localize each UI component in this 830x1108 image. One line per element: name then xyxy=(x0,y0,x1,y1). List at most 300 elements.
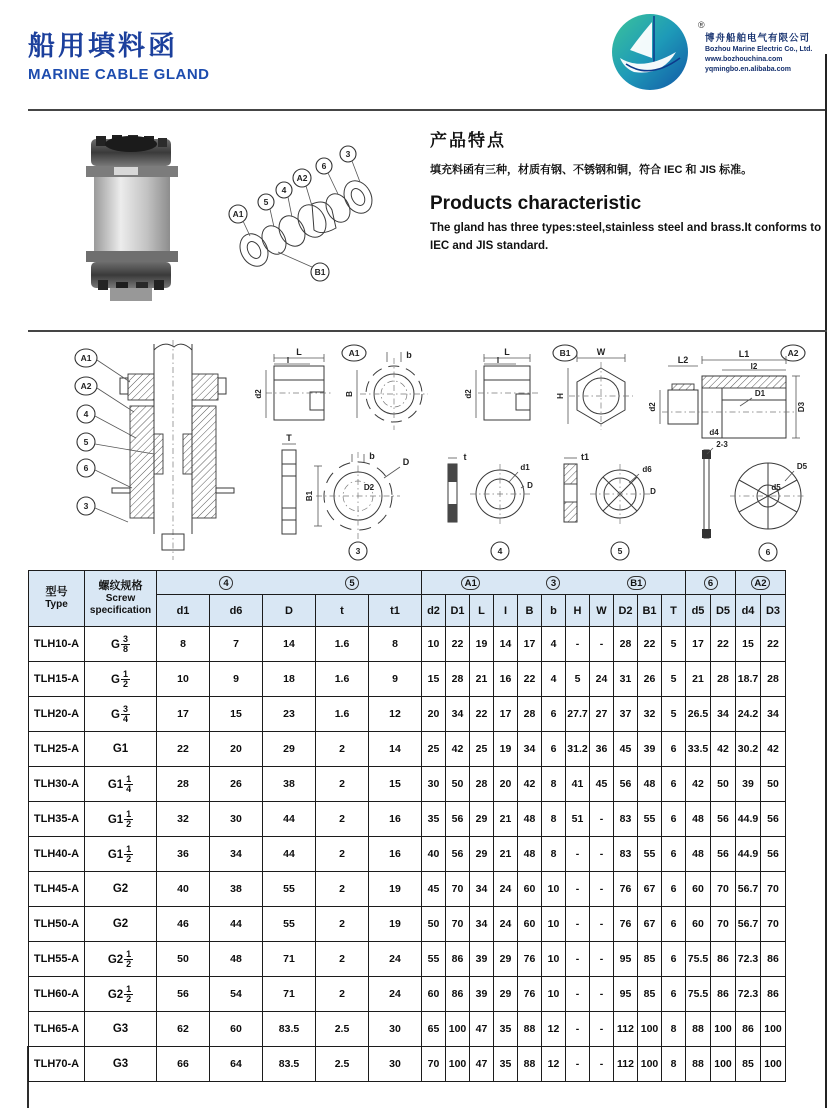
value-cell: 9 xyxy=(369,662,422,697)
type-cell: TLH40-A xyxy=(29,837,85,872)
value-cell: 70 xyxy=(446,872,470,907)
value-cell: 6 xyxy=(662,872,686,907)
value-cell: 28 xyxy=(711,662,736,697)
value-cell: 32 xyxy=(157,802,210,837)
screw-spec-cell: G1 $\frac{1}{2}$ xyxy=(85,802,157,837)
value-cell: 19 xyxy=(369,907,422,942)
type-cell: TLH55-A xyxy=(29,942,85,977)
value-cell: 85 xyxy=(736,1047,761,1082)
value-cell: - xyxy=(566,977,590,1012)
value-cell: - xyxy=(566,942,590,977)
value-cell: 44.9 xyxy=(736,802,761,837)
value-cell: 34 xyxy=(518,732,542,767)
value-cell: 70 xyxy=(711,872,736,907)
column-header: d6 xyxy=(210,595,263,627)
table-row xyxy=(29,837,786,872)
value-cell: 88 xyxy=(686,1047,711,1082)
value-cell: 24 xyxy=(369,977,422,1012)
value-cell: 88 xyxy=(518,1012,542,1047)
product-photo xyxy=(84,134,180,304)
svg-text:H: H xyxy=(556,393,565,399)
column-group-header xyxy=(422,571,686,595)
type-cell: TLH10-A xyxy=(29,627,85,662)
value-cell: 20 xyxy=(210,732,263,767)
value-cell: 6 xyxy=(542,732,566,767)
value-cell: 48 xyxy=(686,837,711,872)
svg-text:5: 5 xyxy=(83,437,89,447)
spec-table-wrap xyxy=(28,570,786,1082)
value-cell: 21 xyxy=(470,662,494,697)
value-cell: 16 xyxy=(494,662,518,697)
svg-text:6: 6 xyxy=(765,547,771,557)
value-cell: 50 xyxy=(711,767,736,802)
svg-text:t: t xyxy=(463,452,467,462)
value-cell: 6 xyxy=(662,837,686,872)
type-cell: TLH35-A xyxy=(29,802,85,837)
svg-text:d6: d6 xyxy=(642,465,652,474)
value-cell: 56 xyxy=(711,837,736,872)
value-cell: 12 xyxy=(369,697,422,732)
value-cell: 23 xyxy=(263,697,316,732)
value-cell: 38 xyxy=(210,872,263,907)
value-cell: 29 xyxy=(494,977,518,1012)
value-cell: 20 xyxy=(494,767,518,802)
value-cell: 10 xyxy=(422,627,446,662)
svg-text:d2: d2 xyxy=(648,402,657,412)
table-row xyxy=(29,732,786,767)
value-cell: 56 xyxy=(614,767,638,802)
value-cell: 8 xyxy=(662,1047,686,1082)
value-cell: 4 xyxy=(542,627,566,662)
features-body-en: The gland has three types:steel,stainless steel and brass.It conforms to IEC and JIS standard. xyxy=(430,222,822,252)
svg-text:B1: B1 xyxy=(305,490,314,502)
value-cell: 67 xyxy=(638,907,662,942)
exploded-callouts xyxy=(229,146,360,281)
value-cell: 36 xyxy=(590,732,614,767)
value-cell: 44.9 xyxy=(736,837,761,872)
column-group-header xyxy=(736,571,786,595)
value-cell: 56 xyxy=(157,977,210,1012)
value-cell: - xyxy=(590,1012,614,1047)
value-cell: 28 xyxy=(446,662,470,697)
svg-text:I: I xyxy=(496,356,500,365)
svg-text:D1: D1 xyxy=(754,389,766,398)
screw-spec-cell: G2 xyxy=(85,907,157,942)
value-cell: 2 xyxy=(316,872,369,907)
value-cell: 29 xyxy=(470,802,494,837)
svg-text:3: 3 xyxy=(345,149,351,159)
value-cell: 30 xyxy=(369,1047,422,1082)
value-cell: 28 xyxy=(470,767,494,802)
value-cell: 86 xyxy=(711,977,736,1012)
svg-text:A2: A2 xyxy=(296,173,308,183)
value-cell: 8 xyxy=(157,627,210,662)
value-cell: 16 xyxy=(369,802,422,837)
features-heading-en: Products characteristic xyxy=(430,193,642,214)
value-cell: 55 xyxy=(263,907,316,942)
value-cell: 42 xyxy=(446,732,470,767)
value-cell: 44 xyxy=(210,907,263,942)
table-row xyxy=(29,872,786,907)
svg-text:A1: A1 xyxy=(348,348,360,358)
value-cell: 34 xyxy=(470,872,494,907)
value-cell: 76 xyxy=(518,942,542,977)
company-info xyxy=(705,30,812,98)
group-badge: 3 xyxy=(546,576,560,590)
value-cell: 22 xyxy=(157,732,210,767)
svg-text:5: 5 xyxy=(617,546,623,556)
value-cell: 56.7 xyxy=(736,907,761,942)
value-cell: 17 xyxy=(686,627,711,662)
value-cell: 83 xyxy=(614,802,638,837)
company-name-zh: 博舟船舶电气有限公司 xyxy=(705,33,811,44)
value-cell: 10 xyxy=(542,942,566,977)
value-cell: 100 xyxy=(761,1047,786,1082)
value-cell: 44 xyxy=(263,802,316,837)
value-cell: 72.3 xyxy=(736,942,761,977)
value-cell: 6 xyxy=(662,767,686,802)
value-cell: 56.7 xyxy=(736,872,761,907)
value-cell: 55 xyxy=(263,872,316,907)
value-cell: 75.5 xyxy=(686,942,711,977)
value-cell: 34 xyxy=(711,697,736,732)
svg-text:d4: d4 xyxy=(709,428,719,437)
value-cell: 56 xyxy=(711,802,736,837)
value-cell: 10 xyxy=(542,907,566,942)
value-cell: 32 xyxy=(638,697,662,732)
value-cell: 76 xyxy=(518,977,542,1012)
value-cell: 2 xyxy=(316,977,369,1012)
value-cell: 100 xyxy=(446,1012,470,1047)
value-cell: 14 xyxy=(494,627,518,662)
value-cell: 8 xyxy=(369,627,422,662)
value-cell: - xyxy=(566,627,590,662)
value-cell: 24 xyxy=(494,907,518,942)
svg-text:L1: L1 xyxy=(738,349,750,359)
value-cell: 12 xyxy=(542,1047,566,1082)
column-header: D3 xyxy=(761,595,786,627)
value-cell: 55 xyxy=(638,837,662,872)
type-cell: TLH20-A xyxy=(29,697,85,732)
value-cell: 19 xyxy=(470,627,494,662)
svg-text:A2: A2 xyxy=(80,381,92,391)
value-cell: 39 xyxy=(470,942,494,977)
value-cell: 55 xyxy=(422,942,446,977)
value-cell: 71 xyxy=(263,977,316,1012)
value-cell: 30.2 xyxy=(736,732,761,767)
svg-text:d5: d5 xyxy=(771,483,781,492)
value-cell: - xyxy=(590,802,614,837)
value-cell: 60 xyxy=(518,907,542,942)
type-header-zh: 型号 xyxy=(45,585,68,598)
value-cell: 19 xyxy=(494,732,518,767)
value-cell: 10 xyxy=(542,872,566,907)
value-cell: 26 xyxy=(210,767,263,802)
type-cell: TLH70-A xyxy=(29,1047,85,1082)
value-cell: - xyxy=(566,872,590,907)
column-header: d5 xyxy=(686,595,711,627)
diagram-5 xyxy=(564,452,656,560)
column-header: B xyxy=(518,595,542,627)
value-cell: 60 xyxy=(686,907,711,942)
value-cell: 70 xyxy=(446,907,470,942)
value-cell: - xyxy=(590,942,614,977)
table-group-row xyxy=(29,571,786,595)
value-cell: 29 xyxy=(263,732,316,767)
svg-text:A2: A2 xyxy=(787,348,799,358)
value-cell: 31.2 xyxy=(566,732,590,767)
screw-spec-cell: G3 xyxy=(85,1047,157,1082)
page-title-en: MARINE CABLE GLAND xyxy=(28,66,210,83)
value-cell: 28 xyxy=(157,767,210,802)
value-cell: - xyxy=(590,907,614,942)
screw-spec-cell: G3 xyxy=(85,1012,157,1047)
value-cell: 5 xyxy=(566,662,590,697)
value-cell: 2 xyxy=(316,907,369,942)
value-cell: 22 xyxy=(446,627,470,662)
exploded-view-diagram xyxy=(226,140,402,296)
value-cell: 100 xyxy=(761,1012,786,1047)
column-header: D xyxy=(263,595,316,627)
value-cell: 48 xyxy=(518,802,542,837)
value-cell: 2.5 xyxy=(316,1047,369,1082)
value-cell: 4 xyxy=(542,662,566,697)
type-cell: TLH50-A xyxy=(29,907,85,942)
value-cell: 85 xyxy=(638,977,662,1012)
screw-header-en1: Screw xyxy=(105,593,136,605)
value-cell: 48 xyxy=(210,942,263,977)
svg-text:D: D xyxy=(650,487,656,496)
value-cell: 86 xyxy=(736,1012,761,1047)
value-cell: 17 xyxy=(494,697,518,732)
value-cell: 100 xyxy=(711,1047,736,1082)
value-cell: 66 xyxy=(157,1047,210,1082)
value-cell: 18.7 xyxy=(736,662,761,697)
svg-text:B1: B1 xyxy=(314,267,326,277)
diagram-a1 xyxy=(254,345,428,430)
diagram-3 xyxy=(282,433,410,560)
svg-text:L2: L2 xyxy=(677,355,689,365)
value-cell: 56 xyxy=(761,802,786,837)
svg-text:d1: d1 xyxy=(520,463,530,472)
group-badge: A2 xyxy=(751,576,770,590)
type-cell: TLH30-A xyxy=(29,767,85,802)
value-cell: 60 xyxy=(518,872,542,907)
registered-trademark: ® xyxy=(698,20,705,30)
column-header: T xyxy=(662,595,686,627)
type-cell: TLH65-A xyxy=(29,1012,85,1047)
section-divider xyxy=(28,330,827,332)
svg-text:6: 6 xyxy=(321,161,327,171)
table-row xyxy=(29,907,786,942)
table-row xyxy=(29,662,786,697)
value-cell: 76 xyxy=(614,872,638,907)
type-cell: TLH15-A xyxy=(29,662,85,697)
diagram-6 xyxy=(702,440,808,561)
svg-text:L: L xyxy=(296,347,302,357)
value-cell: 48 xyxy=(518,837,542,872)
page-right-border xyxy=(825,54,827,1108)
value-cell: 42 xyxy=(711,732,736,767)
diagram-a2 xyxy=(648,345,806,438)
svg-text:4: 4 xyxy=(83,409,89,419)
value-cell: - xyxy=(566,1012,590,1047)
column-header: D2 xyxy=(614,595,638,627)
value-cell: 17 xyxy=(518,627,542,662)
value-cell: 48 xyxy=(638,767,662,802)
value-cell: 6 xyxy=(662,732,686,767)
value-cell: 17 xyxy=(157,697,210,732)
value-cell: - xyxy=(590,627,614,662)
value-cell: 26 xyxy=(638,662,662,697)
value-cell: 22 xyxy=(518,662,542,697)
svg-text:3: 3 xyxy=(83,501,89,511)
value-cell: 35 xyxy=(422,802,446,837)
svg-text:D: D xyxy=(402,457,410,467)
screw-spec-cell: G2 $\frac{1}{2}$ xyxy=(85,977,157,1012)
svg-text:A1: A1 xyxy=(232,209,244,219)
value-cell: 26.5 xyxy=(686,697,711,732)
value-cell: 48 xyxy=(686,802,711,837)
value-cell: 29 xyxy=(470,837,494,872)
screw-spec-cell: G1 xyxy=(85,732,157,767)
value-cell: 70 xyxy=(711,907,736,942)
column-header: L xyxy=(470,595,494,627)
value-cell: 100 xyxy=(711,1012,736,1047)
svg-text:4: 4 xyxy=(497,546,503,556)
svg-text:I: I xyxy=(286,356,290,365)
value-cell: 12 xyxy=(542,1012,566,1047)
page-title-zh: 船用填料函 xyxy=(28,31,178,61)
value-cell: 34 xyxy=(446,697,470,732)
value-cell: 21 xyxy=(494,802,518,837)
svg-text:B1: B1 xyxy=(559,348,571,358)
value-cell: 86 xyxy=(446,977,470,1012)
table-row xyxy=(29,627,786,662)
value-cell: 70 xyxy=(761,907,786,942)
value-cell: 22 xyxy=(638,627,662,662)
value-cell: 14 xyxy=(369,732,422,767)
spec-table-body xyxy=(29,627,786,1082)
value-cell: 100 xyxy=(446,1047,470,1082)
value-cell: 37 xyxy=(614,697,638,732)
value-cell: 10 xyxy=(157,662,210,697)
value-cell: 39 xyxy=(736,767,761,802)
value-cell: 70 xyxy=(422,1047,446,1082)
value-cell: 56 xyxy=(446,802,470,837)
value-cell: 2 xyxy=(316,837,369,872)
value-cell: 95 xyxy=(614,942,638,977)
svg-text:I2: I2 xyxy=(750,362,758,371)
value-cell: 22 xyxy=(470,697,494,732)
svg-text:4: 4 xyxy=(281,185,287,195)
type-cell: TLH45-A xyxy=(29,872,85,907)
page-header xyxy=(28,24,210,83)
value-cell: 85 xyxy=(638,942,662,977)
value-cell: 2 xyxy=(316,942,369,977)
svg-text:d2: d2 xyxy=(254,389,263,399)
value-cell: 112 xyxy=(614,1047,638,1082)
company-logo-block xyxy=(606,6,812,98)
value-cell: - xyxy=(590,1047,614,1082)
value-cell: 75.5 xyxy=(686,977,711,1012)
column-header: d1 xyxy=(157,595,210,627)
value-cell: 83 xyxy=(614,837,638,872)
value-cell: 27.7 xyxy=(566,697,590,732)
value-cell: 86 xyxy=(761,942,786,977)
value-cell: 34 xyxy=(761,697,786,732)
value-cell: 28 xyxy=(761,662,786,697)
svg-text:d2: d2 xyxy=(464,389,473,399)
svg-text:B: B xyxy=(345,391,354,397)
value-cell: - xyxy=(566,907,590,942)
value-cell: 31 xyxy=(614,662,638,697)
svg-text:b: b xyxy=(369,451,375,461)
value-cell: 22 xyxy=(761,627,786,662)
screw-header-en2: specification xyxy=(89,605,152,617)
value-cell: 19 xyxy=(369,872,422,907)
value-cell: 47 xyxy=(470,1047,494,1082)
value-cell: 8 xyxy=(662,1012,686,1047)
value-cell: 50 xyxy=(761,767,786,802)
value-cell: 45 xyxy=(614,732,638,767)
table-row xyxy=(29,942,786,977)
value-cell: - xyxy=(590,977,614,1012)
column-header: d4 xyxy=(736,595,761,627)
header-divider xyxy=(28,109,827,111)
value-cell: 15 xyxy=(210,697,263,732)
value-cell: 8 xyxy=(542,767,566,802)
value-cell: 29 xyxy=(494,942,518,977)
group-badge: 6 xyxy=(704,576,718,590)
value-cell: 30 xyxy=(369,1012,422,1047)
type-header-en: Type xyxy=(45,599,68,611)
column-header: D5 xyxy=(711,595,736,627)
value-cell: 2 xyxy=(316,732,369,767)
value-cell: - xyxy=(566,1047,590,1082)
value-cell: 10 xyxy=(542,977,566,1012)
table-row xyxy=(29,697,786,732)
value-cell: 15 xyxy=(422,662,446,697)
value-cell: 21 xyxy=(494,837,518,872)
column-header: B1 xyxy=(638,595,662,627)
group-badge: 5 xyxy=(345,576,359,590)
svg-text:L: L xyxy=(504,347,510,357)
value-cell: 83.5 xyxy=(263,1047,316,1082)
value-cell: 15 xyxy=(736,627,761,662)
value-cell: 27 xyxy=(590,697,614,732)
value-cell: 42 xyxy=(761,732,786,767)
value-cell: 65 xyxy=(422,1012,446,1047)
company-website: www.bozhouchina.com xyxy=(705,56,783,63)
column-header: b xyxy=(542,595,566,627)
svg-text:D5: D5 xyxy=(796,462,808,471)
value-cell: 88 xyxy=(518,1047,542,1082)
value-cell: 7 xyxy=(210,627,263,662)
company-name-en: Bozhou Marine Electric Co., Ltd. xyxy=(705,46,813,53)
value-cell: 2 xyxy=(316,767,369,802)
value-cell: 45 xyxy=(422,872,446,907)
value-cell: 28 xyxy=(614,627,638,662)
value-cell: 33.5 xyxy=(686,732,711,767)
value-cell: 34 xyxy=(210,837,263,872)
table-row xyxy=(29,1047,786,1082)
column-header: W xyxy=(590,595,614,627)
value-cell: 50 xyxy=(446,767,470,802)
value-cell: 21 xyxy=(686,662,711,697)
value-cell: 25 xyxy=(422,732,446,767)
value-cell: 100 xyxy=(638,1047,662,1082)
